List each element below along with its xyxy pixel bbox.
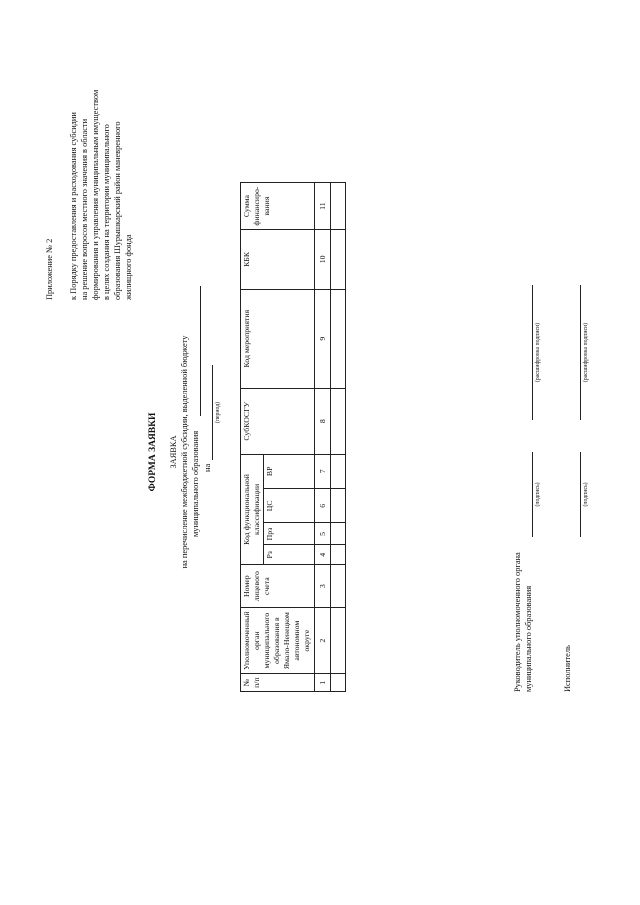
executor-decode-line — [580, 285, 581, 420]
table-row — [331, 183, 346, 692]
table-cell — [331, 289, 346, 388]
head-signatory-line-1: Руководитель уполномоченного органа — [513, 552, 522, 692]
request-line-2: муниципального образования — [191, 430, 200, 537]
executor-sign-caption: (подпись) — [583, 482, 589, 507]
appendix-line-2: на решение вопросов местного значения в области — [80, 118, 89, 300]
head-signatory-line-2: муниципального образования — [524, 585, 533, 692]
head-sign-caption: (подпись) — [535, 482, 541, 507]
head-decode-line — [532, 285, 533, 420]
table-cell — [331, 674, 346, 692]
table-cell — [331, 489, 346, 523]
rotated-form — [40, 12, 600, 892]
form-title: ФОРМА ЗАЯВКИ — [148, 412, 158, 492]
table-cell — [331, 608, 346, 674]
header-account: Номер лицевого счета — [241, 565, 315, 608]
header-num: № п/п — [241, 674, 315, 692]
header-amount: Сумма финансиро-вания — [241, 183, 315, 230]
index-cell-5: 5 — [315, 523, 331, 545]
table-cell — [331, 545, 346, 565]
header-rz: Рз — [264, 545, 315, 565]
appendix-line-5: образования Шурышкарский район маневренного — [113, 121, 122, 300]
appendix-line-1: к Порядку предоставления и расходования субсидии — [69, 112, 78, 300]
table-cell — [331, 523, 346, 545]
period-caption: (период) — [215, 401, 221, 424]
index-cell-4: 4 — [315, 545, 331, 565]
header-organ: Уполномоченный орган муниципального образования в Ямало-Ненецком автономном округе — [241, 608, 315, 674]
period-prefix: на — [203, 463, 212, 472]
executor-label: Исполнитель — [563, 645, 572, 692]
table-cell — [331, 183, 346, 230]
header-vr: ВР — [264, 454, 315, 488]
index-cell-3: 3 — [315, 565, 331, 608]
table-cell — [331, 565, 346, 608]
executor-decode-caption: (расшифровка подписи) — [583, 322, 589, 383]
header-cs: ЦС — [264, 489, 315, 523]
table-cell — [331, 388, 346, 454]
index-cell-10: 10 — [315, 230, 331, 290]
header-subkosgu: СубКОСГУ — [241, 388, 315, 454]
request-line-1: на перечисление межбюджетной субсидии, выделенной бюджету — [180, 335, 189, 569]
index-cell-6: 6 — [315, 489, 331, 523]
period-blank — [212, 365, 213, 460]
head-decode-caption: (расшифровка подписи) — [535, 322, 541, 383]
table-cell — [331, 454, 346, 488]
index-cell-11: 11 — [315, 183, 331, 230]
header-prz: Прз — [264, 523, 315, 545]
request-table — [240, 182, 346, 692]
appendix-line-6: жилищного фонда — [124, 234, 133, 300]
index-cell-2: 2 — [315, 608, 331, 674]
header-event-code: Код мероприятия — [241, 289, 315, 388]
appendix-title: Приложение № 2 — [45, 238, 54, 300]
table-cell — [331, 230, 346, 290]
table-row-index — [315, 183, 331, 692]
index-cell-7: 7 — [315, 454, 331, 488]
index-cell-1: 1 — [315, 674, 331, 692]
head-sign-line — [532, 452, 533, 537]
appendix-line-4: в целях создания на территории муниципального — [102, 124, 111, 300]
header-func-code: Код функциональной классификации — [241, 454, 264, 565]
index-cell-9: 9 — [315, 289, 331, 388]
municipality-blank — [200, 286, 201, 416]
appendix-line-3: формирования и управления муниципальным имуществом — [91, 89, 100, 300]
header-kbk: КБК — [241, 230, 315, 290]
index-cell-8: 8 — [315, 388, 331, 454]
executor-sign-line — [580, 452, 581, 537]
request-title: ЗАЯВКА — [169, 435, 178, 469]
